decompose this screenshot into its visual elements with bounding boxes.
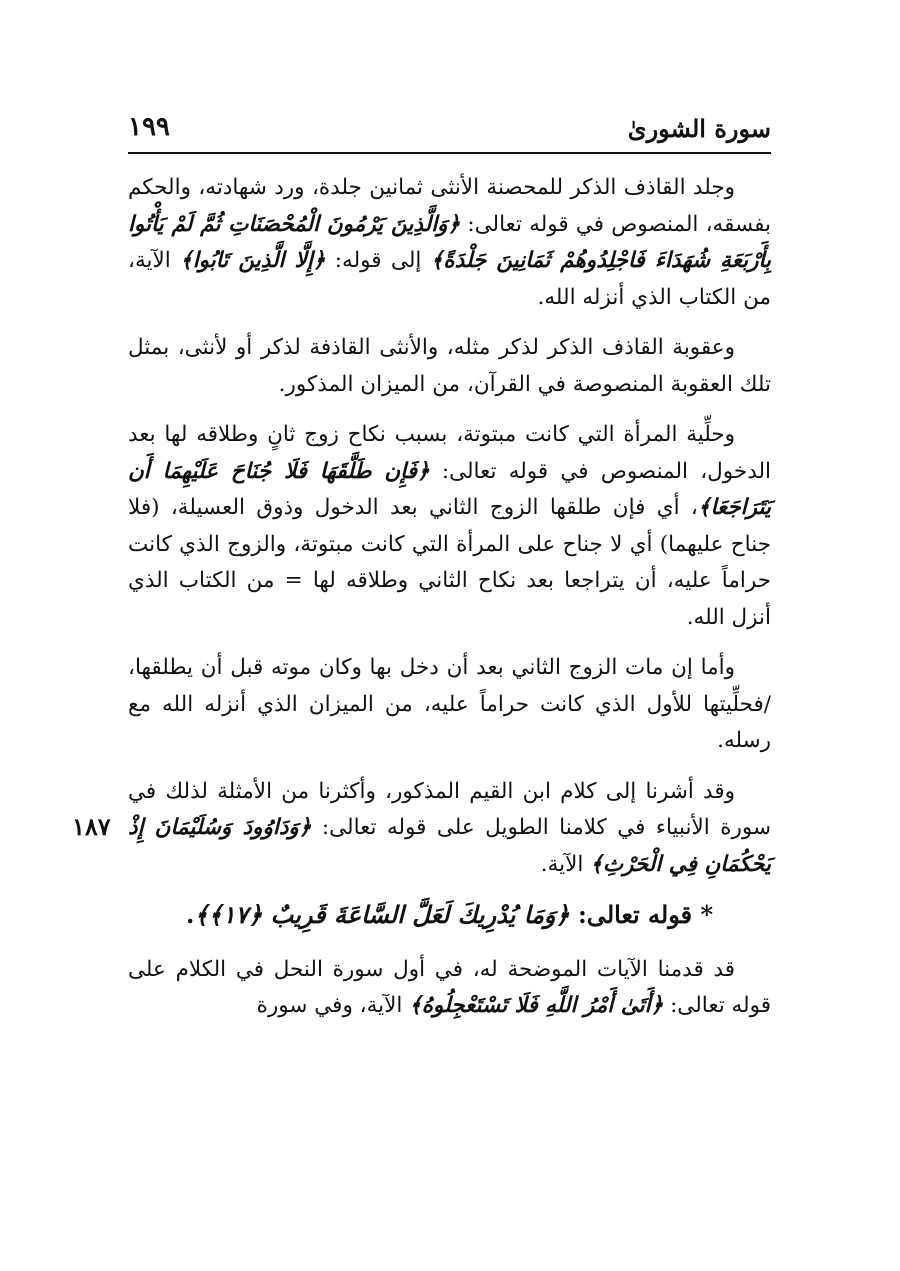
paragraph-text: وعقوبة القاذف الذكر لذكر مثله، والأنثى القاذفة لذكر أو لأنثى، بمثل تلك العقوبة المنصوصة في القرآن، من الميزان المذكور. [128, 335, 771, 397]
paragraph-text: قد قدمنا الآيات الموضحة له، في أول سورة النحل في الكلام على قوله تعالى: [128, 956, 771, 1018]
star-marker: * [700, 900, 714, 929]
quran-verse: ﴿أَتَىٰ أَمْرُ اللَّهِ فَلَا تَسْتَعْجِلُوهُ﴾ [409, 993, 664, 1018]
paragraph-text: الآية، من الكتاب الذي أنزله الله. [128, 248, 771, 310]
page-body [128, 170, 771, 1039]
margin-page-reference: ١٨٧ [72, 812, 111, 841]
paragraph-text: ، أي فإن طلقها الزوج الثاني بعد الدخول وذوق العسيلة، (فلا جناح عليهما) أي لا جناح على المرأة التي كانت مبتوتة، والزوج الذي كانت حراماً عليه، أن يتراجعا بعد نكاح الثاني وطلاقه لها = من الكتاب الذي أنزل الله. [128, 495, 771, 630]
paragraph-final [128, 952, 771, 1025]
paragraph-text: وأما إن مات الزوج الثاني بعد أن دخل بها وكان موته قبل أن يطلقها، /فحلِّيتها للأول الذي كانت حراماً عليه، من الميزان الذي أنزله الله مع رسله. [128, 655, 771, 753]
quran-verse: ﴿وَالَّذِينَ يَرْمُونَ الْمُحْصَنَاتِ ثُمَّ لَمْ يَأْتُوا بِأَرْبَعَةِ شُهَدَاءَ فَاجْلِدُوهُمْ ثَمَانِينَ جَلْدَةً﴾ [128, 211, 771, 273]
paragraph-text: الآية، وفي سورة [256, 993, 410, 1018]
page-number: ١٩٩ [128, 112, 170, 142]
quran-verse: ﴿فَإِن طَلَّقَهَا فَلَا جُنَاحَ عَلَيْهِمَا أَن يَتَرَاجَعَا﴾ [128, 458, 771, 520]
page-header [128, 108, 771, 154]
heading-verse: ﴿وَمَا يُدْرِيكَ لَعَلَّ السَّاعَةَ قَرِيبٌ ﴿١٧﴾﴾ [194, 900, 570, 929]
heading-label: قوله تعالى: [569, 900, 693, 929]
verse-heading [128, 897, 771, 934]
quran-verse: ﴿وَدَاوُودَ وَسُلَيْمَانَ إِذْ يَحْكُمَانِ فِي الْحَرْثِ﴾ [128, 815, 771, 877]
paragraph-text: الآية. [540, 851, 591, 877]
paragraph-text: إلى قوله: [325, 248, 431, 273]
paragraph-text: وحلِّية المرأة التي كانت مبتوتة، بسبب نكاح زوج ثانٍ وطلاقه لها بعد الدخول، المنصوص في قوله تعالى: [128, 422, 772, 484]
paragraph-divorce [128, 417, 771, 636]
paragraph-qadhf [128, 170, 771, 316]
heading-end: . [185, 900, 195, 929]
quran-verse: ﴿إِلَّا الَّذِينَ تَابُوا﴾ [180, 248, 326, 273]
paragraph-punishment [128, 330, 771, 403]
paragraph-text: وقد أشرنا إلى كلام ابن القيم المذكور، وأكثرنا من الأمثلة لذلك في سورة الأنبياء في كلامنا الطويل على قوله تعالى: [128, 778, 771, 840]
paragraph-text: وجلد القاذف الذكر للمحصنة الأنثى ثمانين جلدة، ورد شهادته، والحكم بفسقه، المنصوص في قوله تعالى: [128, 175, 771, 237]
paragraph-death [128, 650, 771, 760]
surah-title: سورة الشورىٰ [627, 114, 771, 143]
paragraph-reference [128, 774, 771, 884]
